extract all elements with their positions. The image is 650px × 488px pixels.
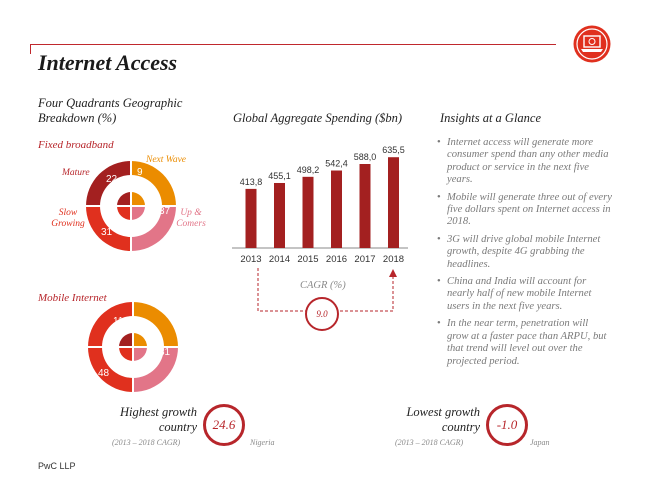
header-rule <box>30 44 556 45</box>
mobile-internet-label: Mobile Internet <box>38 292 107 304</box>
insight-item: • 3G will drive global mobile Internet growth, despite 4G grabbing the headlines. <box>437 234 612 271</box>
bar-2014 <box>274 183 285 248</box>
quadrant-label-next-wave: Next Wave <box>146 155 187 165</box>
mobile-value-slow-growing: 48 <box>98 368 110 379</box>
laptop-globe-icon <box>572 24 612 64</box>
highest-growth-label: Highest growth country <box>120 405 197 434</box>
lowest-growth-label: Lowest growth country <box>406 405 480 434</box>
quadrants-title: Four Quadrants Geographic Breakdown (%) <box>38 96 183 125</box>
x-tick-label-2018: 2018 <box>382 254 405 265</box>
fixed-core-next-wave <box>131 192 145 206</box>
fixed-core-slow-growing <box>117 206 131 220</box>
bar-2018 <box>388 157 399 248</box>
x-tick-label-2014: 2014 <box>268 254 291 265</box>
fixed-value-next-wave: 9 <box>137 167 143 178</box>
fixed-broadband-label: Fixed broadband <box>38 139 114 151</box>
bar-value-label-2018: 635,5 <box>382 145 405 156</box>
mobile-value-mature: 11 <box>113 316 124 327</box>
cagr-value: 9.0 <box>316 309 328 319</box>
lowest-growth-period: (2013 – 2018 CAGR) <box>395 438 464 447</box>
fixed-broadband-quadrant-chart <box>86 161 176 251</box>
bar-value-label-2016: 542,4 <box>325 158 348 169</box>
mobile-core-mature <box>119 333 133 347</box>
spending-bar-chart <box>230 140 420 270</box>
fixed-core-mature <box>117 192 131 206</box>
insight-item: • China and India will account for nearly half of new mobile Internet users in the next five years. <box>437 276 612 313</box>
mobile-core-up-comers <box>133 347 147 361</box>
highest-growth-period: (2013 – 2018 CAGR) <box>112 438 181 447</box>
footer-text: PwC LLP <box>38 461 76 471</box>
bar-value-label-2014: 455,1 <box>268 170 291 181</box>
insights-list <box>437 137 612 373</box>
insight-item: • Mobile will generate three out of every five dollars spent on Internet access in 2018. <box>437 192 612 229</box>
quadrant-label-slow-growing: Slow Growing <box>51 208 85 229</box>
x-tick-label-2017: 2017 <box>354 254 376 265</box>
x-tick-label-2013: 2013 <box>240 254 262 265</box>
insights-title: Insights at a Glance <box>440 111 542 125</box>
quadrant-label-up-comers: Up & Comers <box>176 208 206 229</box>
highest-growth-badge <box>203 404 245 446</box>
bar-value-label-2017: 588,0 <box>353 152 377 162</box>
fixed-core-up-comers <box>131 206 145 220</box>
header-rule-tick <box>30 44 31 54</box>
highest-growth-country: Nigeria <box>250 438 275 447</box>
insight-item: • In the near term, penetration will grow at a faster pace than ARPU, but that trend will level out over the projected period. <box>437 318 612 368</box>
x-tick-label-2016: 2016 <box>325 254 348 265</box>
bar-2015 <box>303 177 314 248</box>
lowest-growth-badge <box>486 404 528 446</box>
cagr-badge <box>305 297 339 331</box>
mobile-value-next-wave: 9 <box>137 316 143 327</box>
fixed-value-slow-growing: 31 <box>101 227 113 238</box>
cagr-label: CAGR (%) <box>300 280 346 291</box>
lowest-growth-country: Japan <box>530 438 550 447</box>
mobile-value-up-comers: 31 <box>159 347 171 358</box>
spending-title: Global Aggregate Spending ($bn) <box>233 111 403 125</box>
x-tick-label-2015: 2015 <box>297 254 319 265</box>
mobile-core-next-wave <box>133 333 147 347</box>
fixed-value-mature: 22 <box>106 174 118 185</box>
mobile-internet-quadrant-chart <box>88 302 178 392</box>
insight-item: • Internet access will generate more consumer spend than any other media product or service in the next five years. <box>437 137 612 187</box>
bar-2017 <box>360 164 371 248</box>
quadrant-label-mature: Mature <box>62 168 90 178</box>
bar-2016 <box>331 171 342 248</box>
bar-value-label-2015: 498,2 <box>296 164 320 175</box>
mobile-core-slow-growing <box>119 347 133 361</box>
fixed-value-up-comers: 37 <box>159 206 171 217</box>
page-title: Internet Access <box>38 50 178 75</box>
bar-2013 <box>246 189 257 248</box>
lowest-growth-value: -1.0 <box>496 417 518 432</box>
bar-value-label-2013: 413,8 <box>239 176 263 187</box>
highest-growth-value: 24.6 <box>212 417 236 432</box>
